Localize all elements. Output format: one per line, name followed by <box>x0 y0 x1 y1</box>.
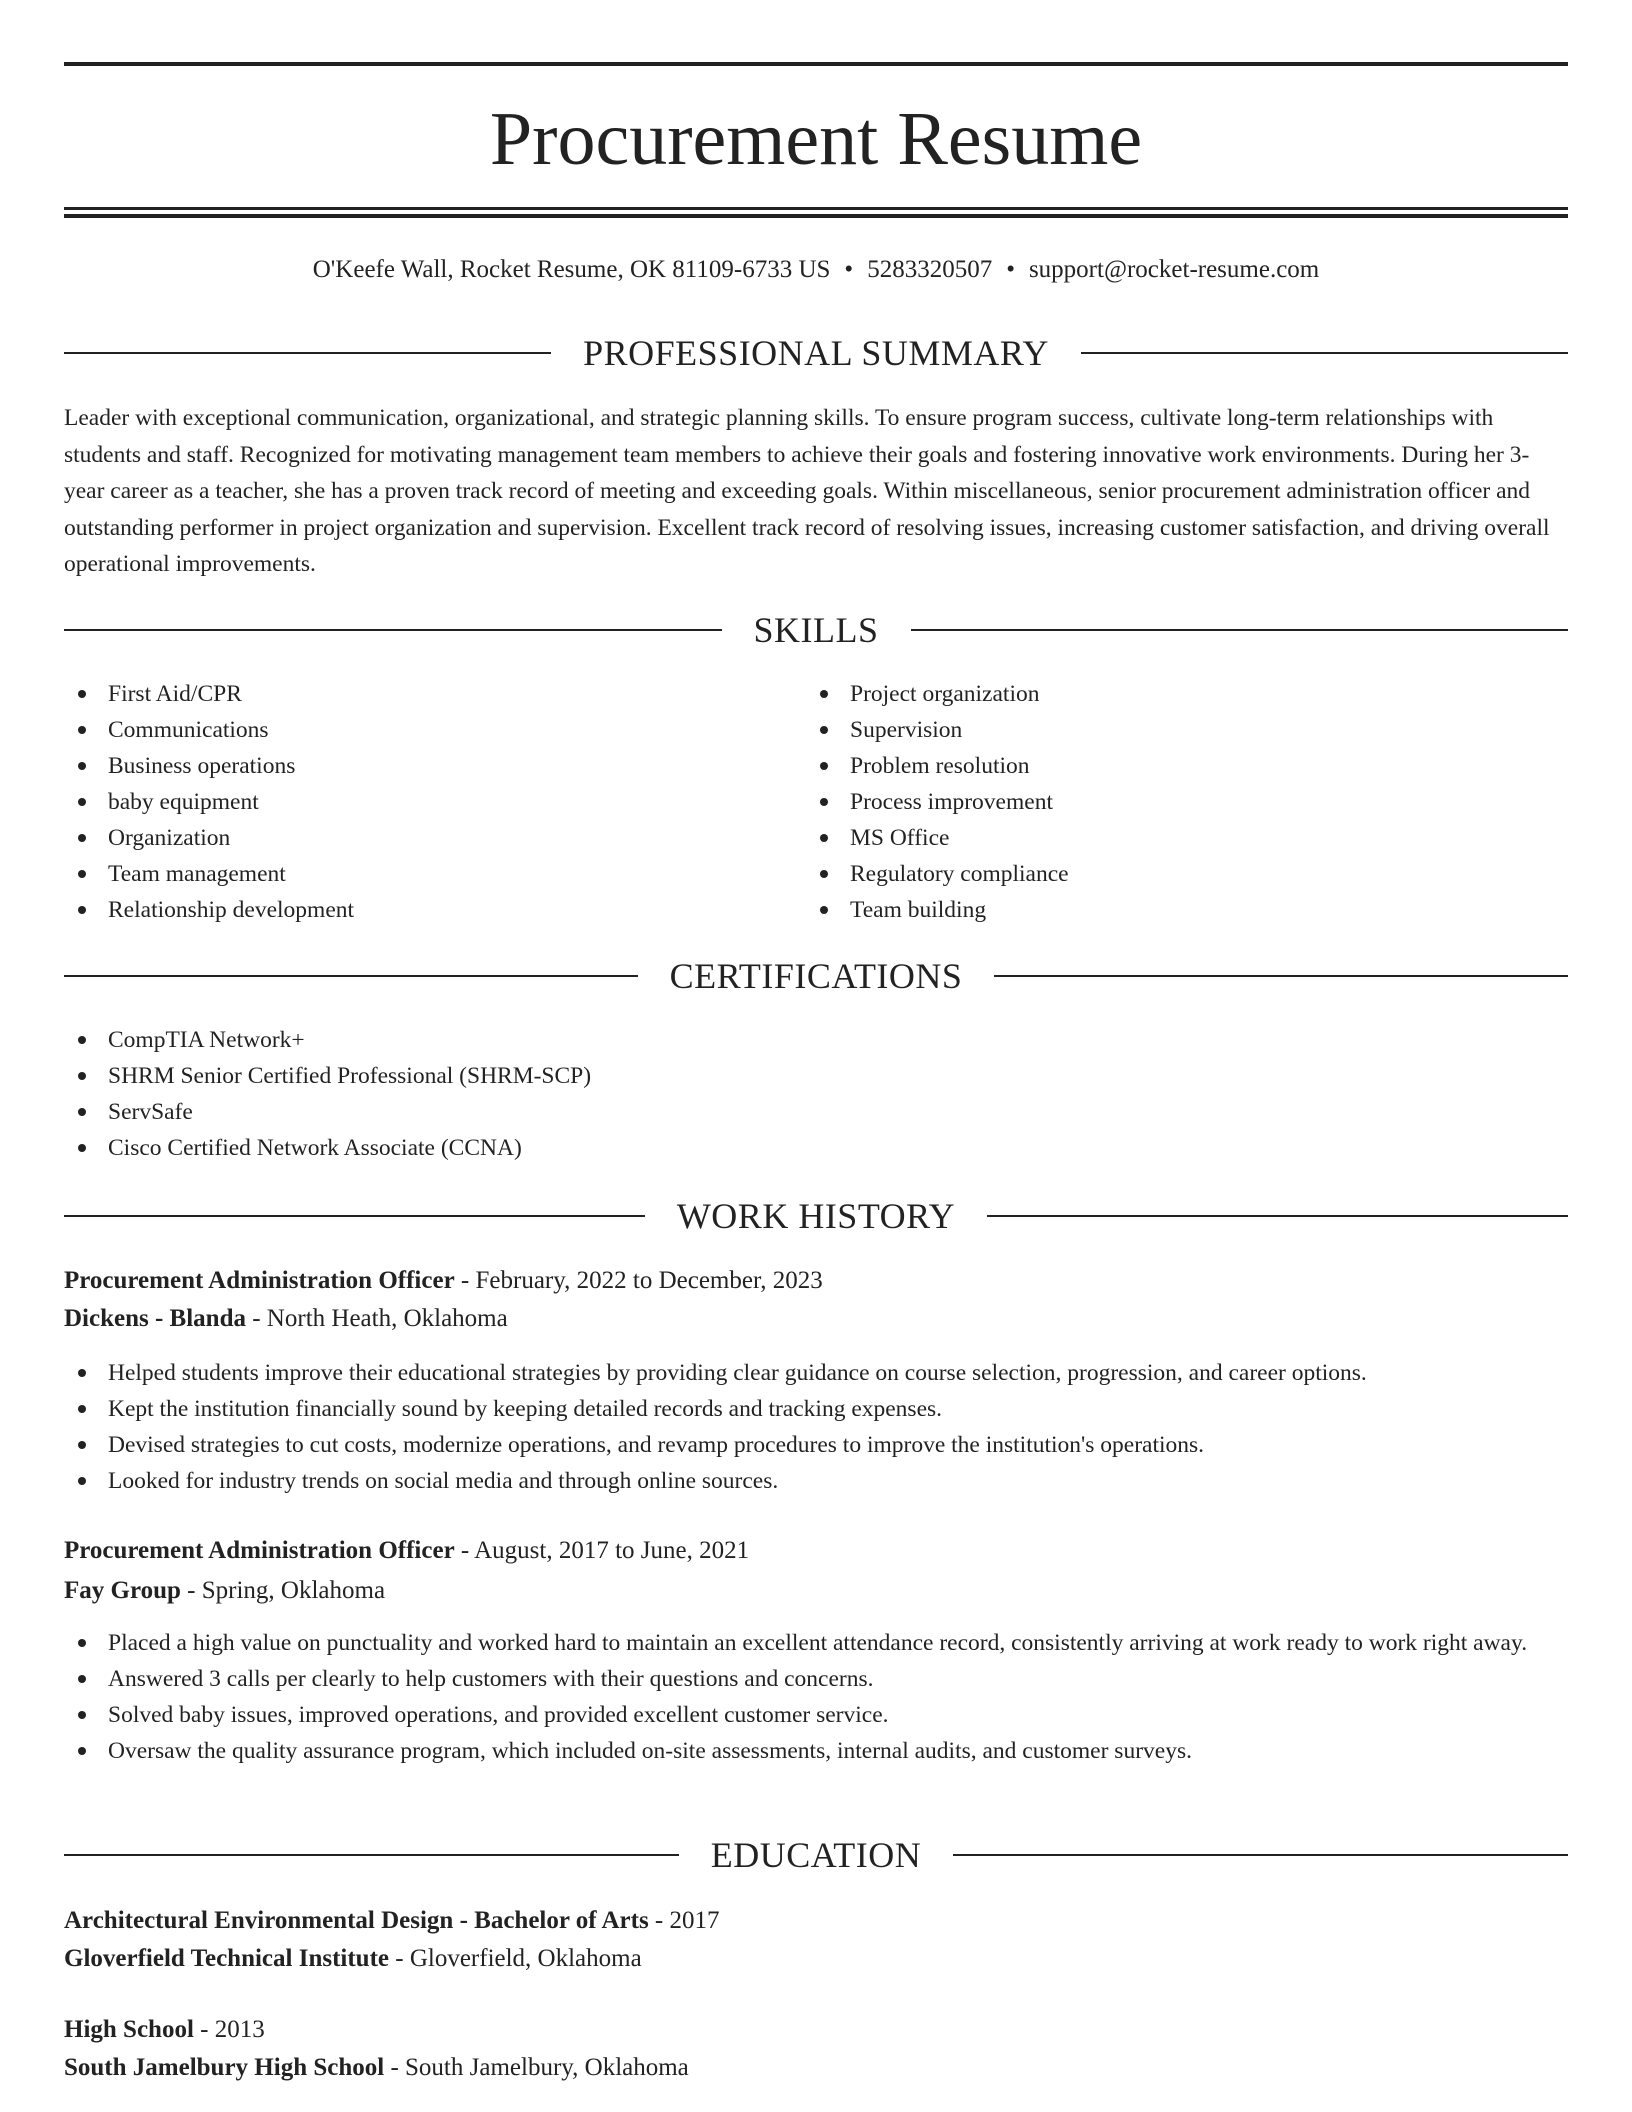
contact-separator: • <box>844 256 854 283</box>
bullet-icon <box>820 762 828 770</box>
bullet-icon <box>78 1144 86 1152</box>
skill-item-text: Problem resolution <box>850 753 1030 779</box>
bullet-icon <box>78 906 86 914</box>
skill-item-text: Communications <box>108 717 269 743</box>
job-bullets-block <box>64 1355 1568 1499</box>
certification-item <box>64 1058 1568 1094</box>
professional-summary: Leader with exceptional communication, organizational, and strategic planning skills. To ensure program success, cultivate long-term relationships with students and staff. Recognized for motivating management team members to achieve their goals and fostering innovative work environments. During her 3-year career as a teacher, she has a proven track record of meeting and exceeding goals. Within miscellaneous, senior procurement administration officer and outstanding performer in project organization and supervision. Excellent track record of resolving issues, increasing customer satisfaction, and driving overall operational improvements. <box>64 405 1550 577</box>
job-bullet-list <box>64 1355 1568 1499</box>
job-bullet-item-text: Devised strategies to cut costs, modernize operations, and revamp procedures to improve the institution's operations. <box>108 1432 1205 1458</box>
contact-line <box>64 252 1568 288</box>
page-title: Procurement Resume <box>489 97 1143 181</box>
bullet-icon <box>78 1711 86 1719</box>
contact-email: support@rocket-resume.com <box>1028 256 1320 283</box>
job-location: - North Heath, Oklahoma <box>245 1305 508 1332</box>
education-year: - 2017 <box>648 1907 720 1934</box>
job-bullets-block <box>64 1625 1568 1769</box>
section-title: EDUCATION <box>710 1835 922 1875</box>
education-school: Gloverfield Technical Institute <box>64 1945 389 1972</box>
skill-item <box>806 676 1506 712</box>
skill-item <box>64 892 764 928</box>
job-bullet-item <box>64 1427 1568 1463</box>
heading-rule <box>64 1215 645 1217</box>
heading-rule <box>64 629 722 631</box>
section-title: CERTIFICATIONS <box>669 956 963 996</box>
job-bullet-item-text: Oversaw the quality assurance program, which included on-site assessments, internal audits, and customer surveys. <box>108 1738 1192 1764</box>
bullet-icon <box>820 906 828 914</box>
skill-item <box>806 892 1506 928</box>
skills-list-left <box>64 676 764 928</box>
skill-item <box>806 712 1506 748</box>
education-school: South Jamelbury High School <box>64 2054 385 2081</box>
section-heading-work-history <box>64 1194 1568 1238</box>
section-heading-skills <box>64 608 1568 652</box>
skill-item-text: Process improvement <box>850 789 1053 815</box>
job-dates: - February, 2022 to December, 2023 <box>454 1267 823 1294</box>
skill-item <box>806 748 1506 784</box>
job-bullet-item-text: Helped students improve their educational strategies by providing clear guidance on course selection, progression, and career options. <box>108 1360 1367 1386</box>
contact-address: O'Keefe Wall, Rocket Resume, OK 81109-6733 US <box>312 256 831 283</box>
job-title-line <box>64 1262 1568 1300</box>
bullet-icon <box>78 1405 86 1413</box>
education-degree: Architectural Environmental Design - Bachelor of Arts <box>64 1907 649 1934</box>
bullet-icon <box>78 834 86 842</box>
skill-item-text: Team building <box>850 897 987 923</box>
bullet-icon <box>78 1108 86 1116</box>
bullet-icon <box>820 798 828 806</box>
section-heading-education <box>64 1833 1568 1877</box>
certifications-block <box>64 1022 1568 1166</box>
certification-item-text: CompTIA Network+ <box>108 1027 305 1053</box>
certification-item-text: Cisco Certified Network Associate (CCNA) <box>108 1135 522 1161</box>
title-rule-upper <box>64 207 1568 210</box>
job-bullet-item-text: Looked for industry trends on social media and through online sources. <box>108 1468 779 1494</box>
skill-item <box>64 676 764 712</box>
skill-item <box>806 784 1506 820</box>
skill-item <box>806 856 1506 892</box>
bullet-icon <box>820 690 828 698</box>
job-title-line <box>64 1532 1568 1570</box>
skills-column-right <box>806 676 1506 928</box>
section-title: WORK HISTORY <box>676 1196 956 1236</box>
job-bullet-item-text: Answered 3 calls per clearly to help customers with their questions and concerns. <box>108 1666 874 1692</box>
bullet-icon <box>820 870 828 878</box>
education-degree-line <box>64 2011 1568 2049</box>
section-title: PROFESSIONAL SUMMARY <box>583 333 1049 373</box>
bullet-icon <box>78 870 86 878</box>
certification-item-text: ServSafe <box>108 1099 193 1125</box>
job-bullet-item <box>64 1391 1568 1427</box>
bullet-icon <box>820 834 828 842</box>
job-company: Dickens - Blanda <box>64 1305 246 1332</box>
certifications-list <box>64 1022 1568 1166</box>
bullet-icon <box>78 798 86 806</box>
heading-rule <box>911 629 1569 631</box>
certification-item <box>64 1130 1568 1166</box>
contact-separator: • <box>1006 256 1015 283</box>
certification-item <box>64 1022 1568 1058</box>
skills-list-right <box>806 676 1506 928</box>
heading-rule <box>953 1854 1568 1856</box>
skill-item-text: Regulatory compliance <box>850 861 1069 887</box>
bullet-icon <box>78 1369 86 1377</box>
bullet-icon <box>820 726 828 734</box>
job-title: Procurement Administration Officer <box>64 1267 455 1294</box>
section-heading-certifications <box>64 954 1568 998</box>
skill-item <box>806 820 1506 856</box>
bullet-icon <box>78 1675 86 1683</box>
education-location: - South Jamelbury, Oklahoma <box>384 2054 689 2081</box>
section-heading-summary <box>64 331 1568 375</box>
education-degree: High School <box>64 2016 194 2043</box>
skill-item-text: Organization <box>108 825 231 851</box>
skill-item-text: Supervision <box>850 717 963 743</box>
certification-item-text: SHRM Senior Certified Professional (SHRM-SCP) <box>108 1063 592 1089</box>
heading-rule <box>994 975 1568 977</box>
job-bullet-item <box>64 1463 1568 1499</box>
job-bullet-item <box>64 1355 1568 1391</box>
heading-rule <box>64 352 551 354</box>
skill-item-text: baby equipment <box>108 789 259 815</box>
job-bullet-item <box>64 1733 1568 1769</box>
bullet-icon <box>78 762 86 770</box>
skill-item <box>64 784 764 820</box>
job-bullet-item-text: Placed a high value on punctuality and worked hard to maintain an excellent attendance record, consistently arriving at work ready to work right away. <box>108 1630 1528 1656</box>
job-company: Fay Group <box>64 1577 181 1604</box>
skill-item-text: Team management <box>108 861 286 887</box>
heading-rule <box>64 1854 679 1856</box>
contact-phone: 5283320507 <box>867 256 993 283</box>
skill-item-text: Relationship development <box>108 897 355 923</box>
education-school-line <box>64 1940 1568 1978</box>
skill-item-text: MS Office <box>850 825 950 851</box>
skill-item-text: Project organization <box>850 681 1040 707</box>
job-bullet-item <box>64 1625 1568 1661</box>
job-bullet-item <box>64 1661 1568 1697</box>
certification-item <box>64 1094 1568 1130</box>
education-school-line <box>64 2049 1568 2087</box>
job-bullet-item <box>64 1697 1568 1733</box>
bullet-icon <box>78 1036 86 1044</box>
heading-rule <box>987 1215 1568 1217</box>
job-bullet-list <box>64 1625 1568 1769</box>
education-degree-line <box>64 1902 1568 1940</box>
education-location: - Gloverfield, Oklahoma <box>389 1945 642 1972</box>
heading-rule <box>64 975 638 977</box>
skills-column-left <box>64 676 764 928</box>
skill-item <box>64 712 764 748</box>
bullet-icon <box>78 1639 86 1647</box>
bullet-icon <box>78 726 86 734</box>
heading-rule <box>1081 352 1568 354</box>
skill-item <box>64 856 764 892</box>
top-rule <box>64 62 1568 66</box>
skill-item <box>64 748 764 784</box>
section-title: SKILLS <box>753 610 879 650</box>
job-bullet-item-text: Kept the institution financially sound by keeping detailed records and tracking expenses. <box>108 1396 943 1422</box>
job-company-line <box>64 1572 1568 1610</box>
job-location: - Spring, Oklahoma <box>180 1577 386 1604</box>
job-title: Procurement Administration Officer <box>64 1537 455 1564</box>
job-company-line <box>64 1300 1568 1338</box>
education-year: - 2013 <box>193 2016 265 2043</box>
bullet-icon <box>78 1441 86 1449</box>
skill-item <box>64 820 764 856</box>
bullet-icon <box>78 690 86 698</box>
bullet-icon <box>78 1747 86 1755</box>
job-dates: - August, 2017 to June, 2021 <box>454 1537 750 1564</box>
bullet-icon <box>78 1477 86 1485</box>
title-rule-lower <box>64 214 1568 218</box>
bullet-icon <box>78 1072 86 1080</box>
skill-item-text: Business operations <box>108 753 296 779</box>
job-bullet-item-text: Solved baby issues, improved operations, and provided excellent customer service. <box>108 1702 889 1728</box>
skill-item-text: First Aid/CPR <box>108 681 242 707</box>
